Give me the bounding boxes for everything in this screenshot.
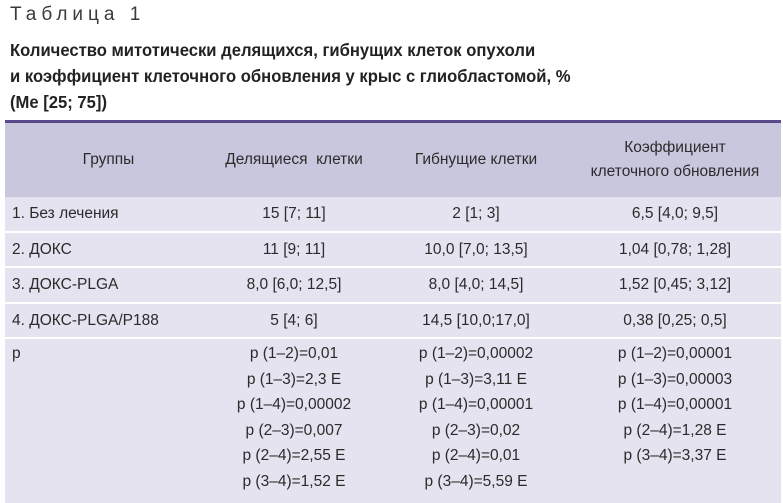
table-row — [5, 197, 781, 231]
cell-dying: 10,0 [7,0; 13,5] — [424, 240, 528, 258]
p-value: p (2–3)=0,007 — [245, 421, 343, 439]
p-value: p (1–2)=0,01 — [249, 345, 339, 362]
header-group: Группы — [82, 151, 135, 168]
table-title — [10, 37, 732, 115]
cell-dividing: 8,0 [6,0; 12,5] — [246, 276, 342, 293]
cell-dividing: 15 [7; 11] — [262, 205, 326, 222]
cell-coef: 6,5 [4,0; 9,5] — [631, 205, 719, 222]
p-value: p (1–4)=0,00001 — [418, 396, 534, 413]
title-line: Количество митотически делящихся, гибнущих клеток опухоли — [10, 40, 536, 60]
header-coef-line: клеточного обновления — [590, 163, 760, 180]
cell-p-dying — [383, 339, 569, 503]
cell-dividing: 11 [9; 11] — [262, 240, 326, 258]
p-value: p (2–4)=2,55 E — [242, 447, 346, 464]
header-dying: Гибнущие клетки — [414, 151, 538, 168]
p-value: p (1–3)=0,00003 — [617, 370, 733, 388]
p-value: p (1–2)=0,00001 — [617, 345, 733, 362]
table-label: Таблица 1 — [10, 4, 146, 25]
cell-p-dividing — [205, 339, 383, 503]
title-line: и коэффициент клеточного обновления у крыс с глиобластомой, % — [10, 66, 571, 86]
cell-coef: 1,52 [0,45; 3,12] — [618, 276, 732, 293]
p-value: p (1–4)=0,00002 — [236, 396, 352, 413]
p-value: p (1–3)=2,3 E — [246, 370, 342, 388]
cell-p-coef — [569, 339, 781, 503]
cell-dying: 14,5 [10,0;17,0] — [422, 311, 530, 329]
table-row-p-values — [5, 339, 781, 503]
p-value: p (1–4)=0,00001 — [617, 396, 733, 413]
p-value: p (2–3)=0,02 — [431, 421, 521, 439]
p-value: p (2–4)=0,01 — [431, 447, 521, 464]
table-header — [5, 123, 781, 197]
p-value: p (3–4)=1,52 E — [242, 472, 346, 490]
header-coef-line: Коэффициент — [624, 139, 726, 156]
cell-coef: 1,04 [0,78; 1,28] — [618, 240, 732, 258]
cell-dying: 8,0 [4,0; 14,5] — [428, 276, 524, 293]
cell-coef: 0,38 [0,25; 0,5] — [623, 311, 727, 329]
p-value: p (3–4)=5,59 E — [424, 472, 528, 490]
cell-group: 4. ДОКС-PLGA/P188 — [12, 311, 159, 329]
table-row — [5, 304, 781, 337]
p-value: p (3–4)=3,37 E — [623, 447, 727, 464]
table-row — [5, 233, 781, 266]
cell-group: 1. Без лечения — [12, 205, 119, 222]
header-coefficient — [569, 123, 781, 197]
cell-group: 3. ДОКС-PLGA — [12, 276, 119, 293]
p-value: p (1–3)=3,11 E — [425, 370, 527, 388]
cell-dividing: 5 [4; 6] — [270, 311, 318, 329]
cell-dying: 2 [1; 3] — [452, 205, 500, 222]
title-line: (Me [25; 75]) — [10, 92, 108, 112]
cell-group: 2. ДОКС — [12, 240, 72, 258]
p-value: p (1–2)=0,00002 — [418, 345, 534, 362]
data-table — [5, 120, 781, 490]
header-dividing: Делящиеся клетки — [225, 151, 363, 168]
p-value: p (2–4)=1,28 E — [623, 421, 727, 439]
cell-p-label: p — [12, 345, 21, 362]
table-row — [5, 268, 781, 302]
